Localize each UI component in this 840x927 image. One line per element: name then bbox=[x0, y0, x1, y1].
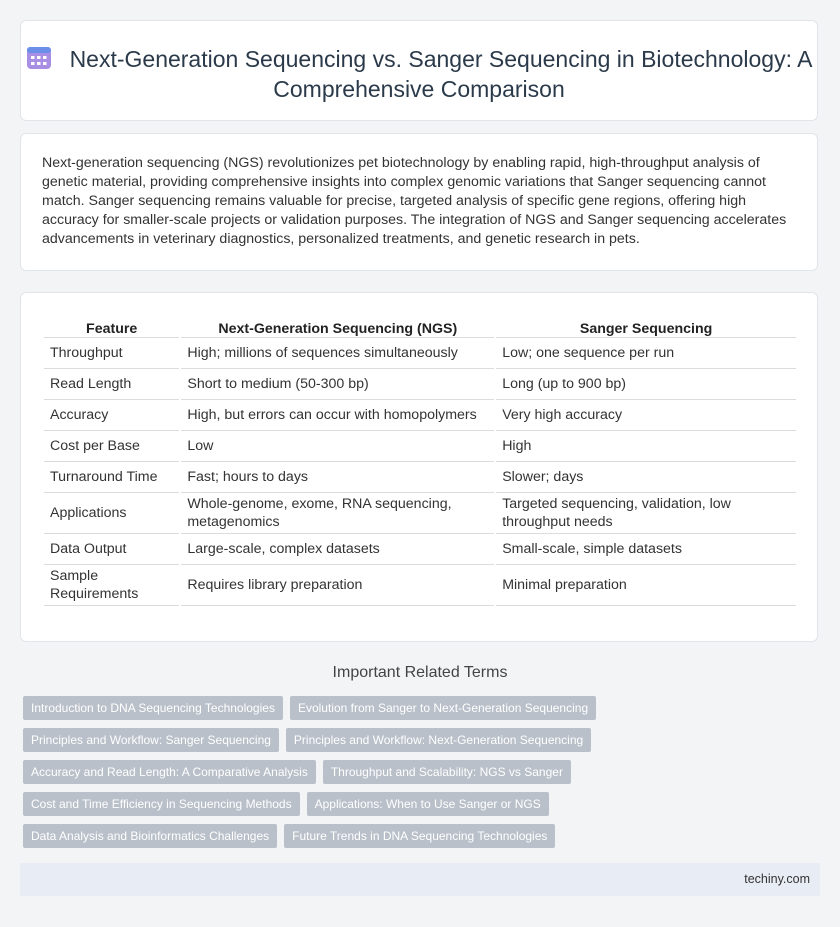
table-row bbox=[44, 400, 796, 431]
ngs-cell: Large-scale, complex datasets bbox=[181, 534, 494, 565]
table-row bbox=[44, 493, 796, 534]
feature-cell: Throughput bbox=[44, 338, 179, 369]
sanger-cell: High bbox=[496, 431, 796, 462]
intro-card bbox=[20, 133, 818, 271]
sanger-cell: Small-scale, simple datasets bbox=[496, 534, 796, 565]
feature-cell: Accuracy bbox=[44, 400, 179, 431]
table-header-row bbox=[44, 315, 796, 338]
table-row bbox=[44, 338, 796, 369]
ngs-cell: Low bbox=[181, 431, 494, 462]
related-term-tag[interactable]: Cost and Time Efficiency in Sequencing Methods bbox=[23, 792, 300, 816]
page-title bbox=[21, 44, 817, 104]
feature-cell: Applications bbox=[44, 493, 179, 534]
page-title-text: Next-Generation Sequencing vs. Sanger Sequencing in Biotechnology: A Comprehensive Comparison bbox=[69, 46, 813, 102]
sanger-cell: Very high accuracy bbox=[496, 400, 796, 431]
header-sanger: Sanger Sequencing bbox=[496, 315, 796, 338]
related-term-tag[interactable]: Introduction to DNA Sequencing Technologies bbox=[23, 696, 283, 720]
footer bbox=[20, 863, 820, 896]
ngs-cell: High, but errors can occur with homopolymers bbox=[181, 400, 494, 431]
related-term-tag[interactable]: Applications: When to Use Sanger or NGS bbox=[307, 792, 549, 816]
table-row bbox=[44, 462, 796, 493]
sanger-cell: Long (up to 900 bp) bbox=[496, 369, 796, 400]
title-card bbox=[20, 20, 818, 121]
table-row bbox=[44, 565, 796, 606]
sanger-cell: Targeted sequencing, validation, low throughput needs bbox=[496, 493, 796, 534]
calendar-grid-icon bbox=[26, 45, 52, 71]
related-term-tag[interactable]: Throughput and Scalability: NGS vs Sanger bbox=[323, 760, 571, 784]
feature-cell: Turnaround Time bbox=[44, 462, 179, 493]
intro-paragraph: Next-generation sequencing (NGS) revolutionizes pet biotechnology by enabling rapid, high-throughput analysis of genetic material, providing comprehensive insights into complex genomic variations that Sanger sequencing cannot match. Sanger sequencing remains valuable for precise, targeted analysis of specific gene regions, offering high accuracy for smaller-scale projects or validation purposes. The integration of NGS and Sanger sequencing accelerates advancements in veterinary diagnostics, personalized treatments, and genetic research in pets. bbox=[42, 155, 787, 247]
related-terms-heading: Important Related Terms bbox=[332, 664, 508, 681]
related-term-tag[interactable]: Future Trends in DNA Sequencing Technologies bbox=[284, 824, 555, 848]
comparison-table-card bbox=[20, 292, 818, 642]
sanger-cell: Low; one sequence per run bbox=[496, 338, 796, 369]
footer-site-link[interactable]: techiny.com bbox=[744, 872, 810, 886]
header-ngs: Next-Generation Sequencing (NGS) bbox=[181, 315, 494, 338]
table-row bbox=[44, 534, 796, 565]
sanger-cell: Slower; days bbox=[496, 462, 796, 493]
header-feature: Feature bbox=[44, 315, 179, 338]
ngs-cell: Fast; hours to days bbox=[181, 462, 494, 493]
related-term-tag[interactable]: Principles and Workflow: Next-Generation Sequencing bbox=[286, 728, 591, 752]
related-terms-list bbox=[23, 696, 813, 856]
sanger-cell: Minimal preparation bbox=[496, 565, 796, 606]
ngs-cell: Requires library preparation bbox=[181, 565, 494, 606]
related-term-tag[interactable]: Evolution from Sanger to Next-Generation Sequencing bbox=[290, 696, 596, 720]
related-term-tag[interactable]: Principles and Workflow: Sanger Sequencing bbox=[23, 728, 279, 752]
ngs-cell: High; millions of sequences simultaneously bbox=[181, 338, 494, 369]
ngs-cell: Short to medium (50-300 bp) bbox=[181, 369, 494, 400]
related-term-tag[interactable]: Data Analysis and Bioinformatics Challenges bbox=[23, 824, 277, 848]
feature-cell: Sample Requirements bbox=[44, 565, 179, 606]
table-row bbox=[44, 431, 796, 462]
feature-cell: Cost per Base bbox=[44, 431, 179, 462]
related-term-tag[interactable]: Accuracy and Read Length: A Comparative Analysis bbox=[23, 760, 316, 784]
table-row bbox=[44, 369, 796, 400]
feature-cell: Data Output bbox=[44, 534, 179, 565]
feature-cell: Read Length bbox=[44, 369, 179, 400]
ngs-cell: Whole-genome, exome, RNA sequencing, metagenomics bbox=[181, 493, 494, 534]
comparison-table bbox=[42, 315, 798, 606]
